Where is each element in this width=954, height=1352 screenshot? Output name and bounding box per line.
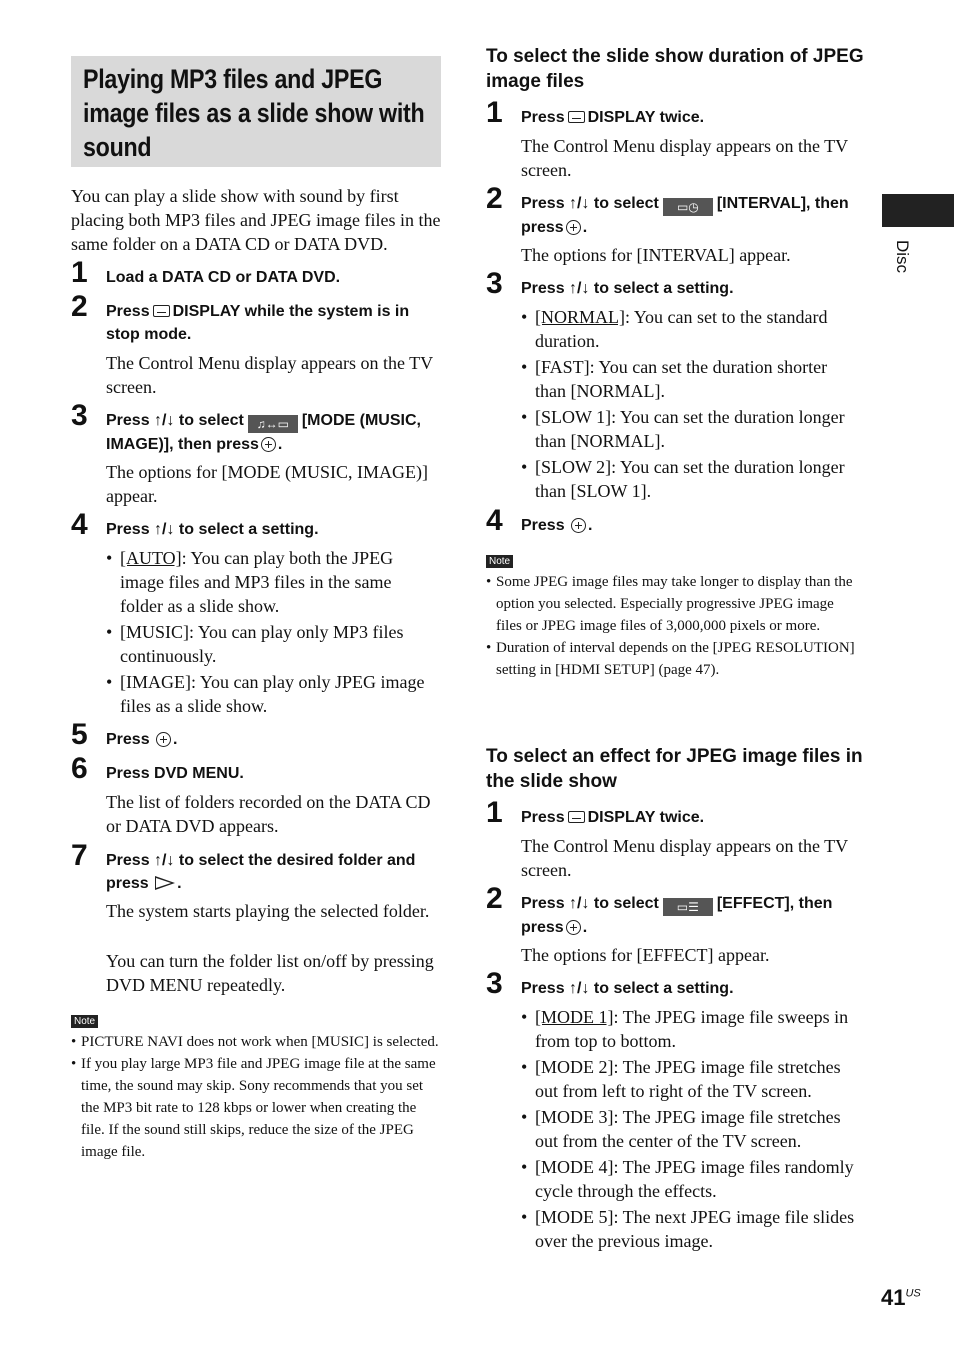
note-badge: Note	[486, 555, 513, 568]
step-description: The options for [MODE (MUSIC, IMAGE)] appear.	[106, 462, 428, 506]
step-instruction: Press ↑/↓ to select a setting.	[106, 521, 319, 538]
step-instruction: Press ↑/↓ to select ▭☰ [EFFECT], then press .	[521, 895, 833, 936]
note-item: • PICTURE NAVI does not work when [MUSIC] is selected.	[71, 1031, 443, 1053]
interval-icon: ▭◷	[663, 198, 713, 216]
enter-button-icon	[566, 220, 581, 235]
step-instruction: Press ↑/↓ to select ♫↔▭ [MODE (MUSIC, IMAGE)], then press .	[106, 412, 421, 453]
list-item: • [MODE 5]: The next JPEG image file slides over the previous image.	[521, 1205, 856, 1253]
step-instruction: Press ↑/↓ to select the desired folder and press .	[106, 852, 416, 892]
step-description: The list of folders recorded on the DATA CD or DATA DVD appears.	[106, 792, 431, 836]
enter-button-icon	[261, 437, 276, 452]
step-number: 3	[486, 967, 503, 1000]
step-number: 3	[71, 399, 88, 432]
step-instruction: Press ↑/↓ to select a setting.	[521, 980, 734, 997]
note-list	[486, 571, 856, 681]
intro-text: You can play a slide show with sound by first placing both MP3 files and JPEG image files in the same folder on a DATA CD or DATA DVD.	[71, 186, 441, 254]
step-instruction: Press DISPLAY while the system is in stop mode.	[106, 303, 410, 343]
list-item: • [IMAGE]: You can play only JPEG image files as a slide show.	[106, 670, 436, 718]
note-item: • Duration of interval depends on the [JPEG RESOLUTION] setting in [HDMI SETUP] (page 47).	[486, 637, 856, 681]
display-button-icon	[153, 305, 170, 317]
note-item: • If you play large MP3 file and JPEG image file at the same time, the sound may skip. Sony recommends that you set the MP3 bit rate to 128 kbps or lower when creating the file. If the sound still skips, reduce the size of the JPEG image file.	[71, 1053, 443, 1163]
list-item: • [AUTO]: You can play both the JPEG image files and MP3 files in the same folder as a slide show.	[106, 546, 436, 618]
step-instruction: Press ↑/↓ to select a setting.	[521, 280, 734, 297]
step-instruction: Press .	[521, 517, 593, 534]
list-item: • [NORMAL]: You can set to the standard duration.	[521, 305, 856, 353]
step-description: The Control Menu display appears on the TV screen.	[521, 136, 848, 180]
step-description: The options for [EFFECT] appear.	[521, 945, 770, 965]
note-list	[71, 1031, 443, 1163]
section-title: Playing MP3 files and JPEG image files as a slide show with sound	[83, 64, 425, 162]
step-number: 1	[486, 96, 503, 129]
options-list	[106, 546, 436, 718]
display-button-icon	[568, 111, 585, 123]
list-item: • [MODE 3]: The JPEG image file stretches out from the center of the TV screen.	[521, 1105, 856, 1153]
step-number: 4	[71, 508, 88, 541]
step-instruction: Press DVD MENU.	[106, 765, 244, 782]
step-description: The options for [INTERVAL] appear.	[521, 245, 791, 265]
effect-icon: ▭☰	[663, 898, 713, 916]
step-instruction: Press DISPLAY twice.	[521, 109, 705, 126]
subsection-heading: To select the slide show duration of JPEG image files	[486, 46, 864, 92]
options-list	[521, 305, 856, 503]
enter-button-icon	[571, 518, 586, 533]
step-number: 6	[71, 752, 88, 785]
list-item: • [MUSIC]: You can play only MP3 files continuously.	[106, 620, 436, 668]
step-instruction: Press .	[106, 731, 178, 748]
step-instruction: Press ↑/↓ to select ▭◷ [INTERVAL], then press .	[521, 195, 849, 236]
step-number: 2	[486, 182, 503, 215]
step-description: The Control Menu display appears on the TV screen.	[521, 836, 848, 880]
step-number: 1	[486, 796, 503, 829]
enter-button-icon	[156, 732, 171, 747]
section-tab-label: Disc	[893, 240, 912, 274]
note-item: • Some JPEG image files may take longer to display than the option you selected. Especially progressive JPEG image files or JPEG image files of 3,000,000 pixels or more.	[486, 571, 856, 637]
section-tab	[882, 194, 954, 227]
list-item: • [FAST]: You can set the duration shorter than [NORMAL].	[521, 355, 856, 403]
play-button-icon	[155, 876, 175, 890]
list-item: • [MODE 4]: The JPEG image files randomly cycle through the effects.	[521, 1155, 856, 1203]
step-number: 7	[71, 839, 88, 872]
list-item: • [MODE 1]: The JPEG image file sweeps in from top to bottom.	[521, 1005, 856, 1053]
list-item: • [MODE 2]: The JPEG image file stretches out from left to right of the TV screen.	[521, 1055, 856, 1103]
list-item: • [SLOW 2]: You can set the duration longer than [SLOW 1].	[521, 455, 856, 503]
subsection-heading: To select an effect for JPEG image files in the slide show	[486, 746, 863, 792]
step-number: 3	[486, 267, 503, 300]
list-item: • [SLOW 1]: You can set the duration longer than [NORMAL].	[521, 405, 856, 453]
note-badge: Note	[71, 1015, 98, 1028]
step-number: 1	[71, 256, 88, 289]
options-list	[521, 1005, 856, 1253]
step-description: You can turn the folder list on/off by pressing DVD MENU repeatedly.	[106, 951, 434, 995]
enter-button-icon	[566, 920, 581, 935]
step-description: The Control Menu display appears on the TV screen.	[106, 353, 433, 397]
page-number: $41^{US}$	[881, 1285, 921, 1310]
step-instruction: Load a DATA CD or DATA DVD.	[106, 269, 341, 286]
step-number: 5	[71, 718, 88, 751]
step-instruction: Press DISPLAY twice.	[521, 809, 705, 826]
mode-music-image-icon: ♫↔▭	[248, 415, 298, 433]
step-number: 2	[71, 290, 88, 323]
step-description: The system starts playing the selected folder.	[106, 901, 430, 921]
step-number: 4	[486, 504, 503, 537]
step-number: 2	[486, 882, 503, 915]
display-button-icon	[568, 811, 585, 823]
section-title-box	[71, 56, 441, 167]
